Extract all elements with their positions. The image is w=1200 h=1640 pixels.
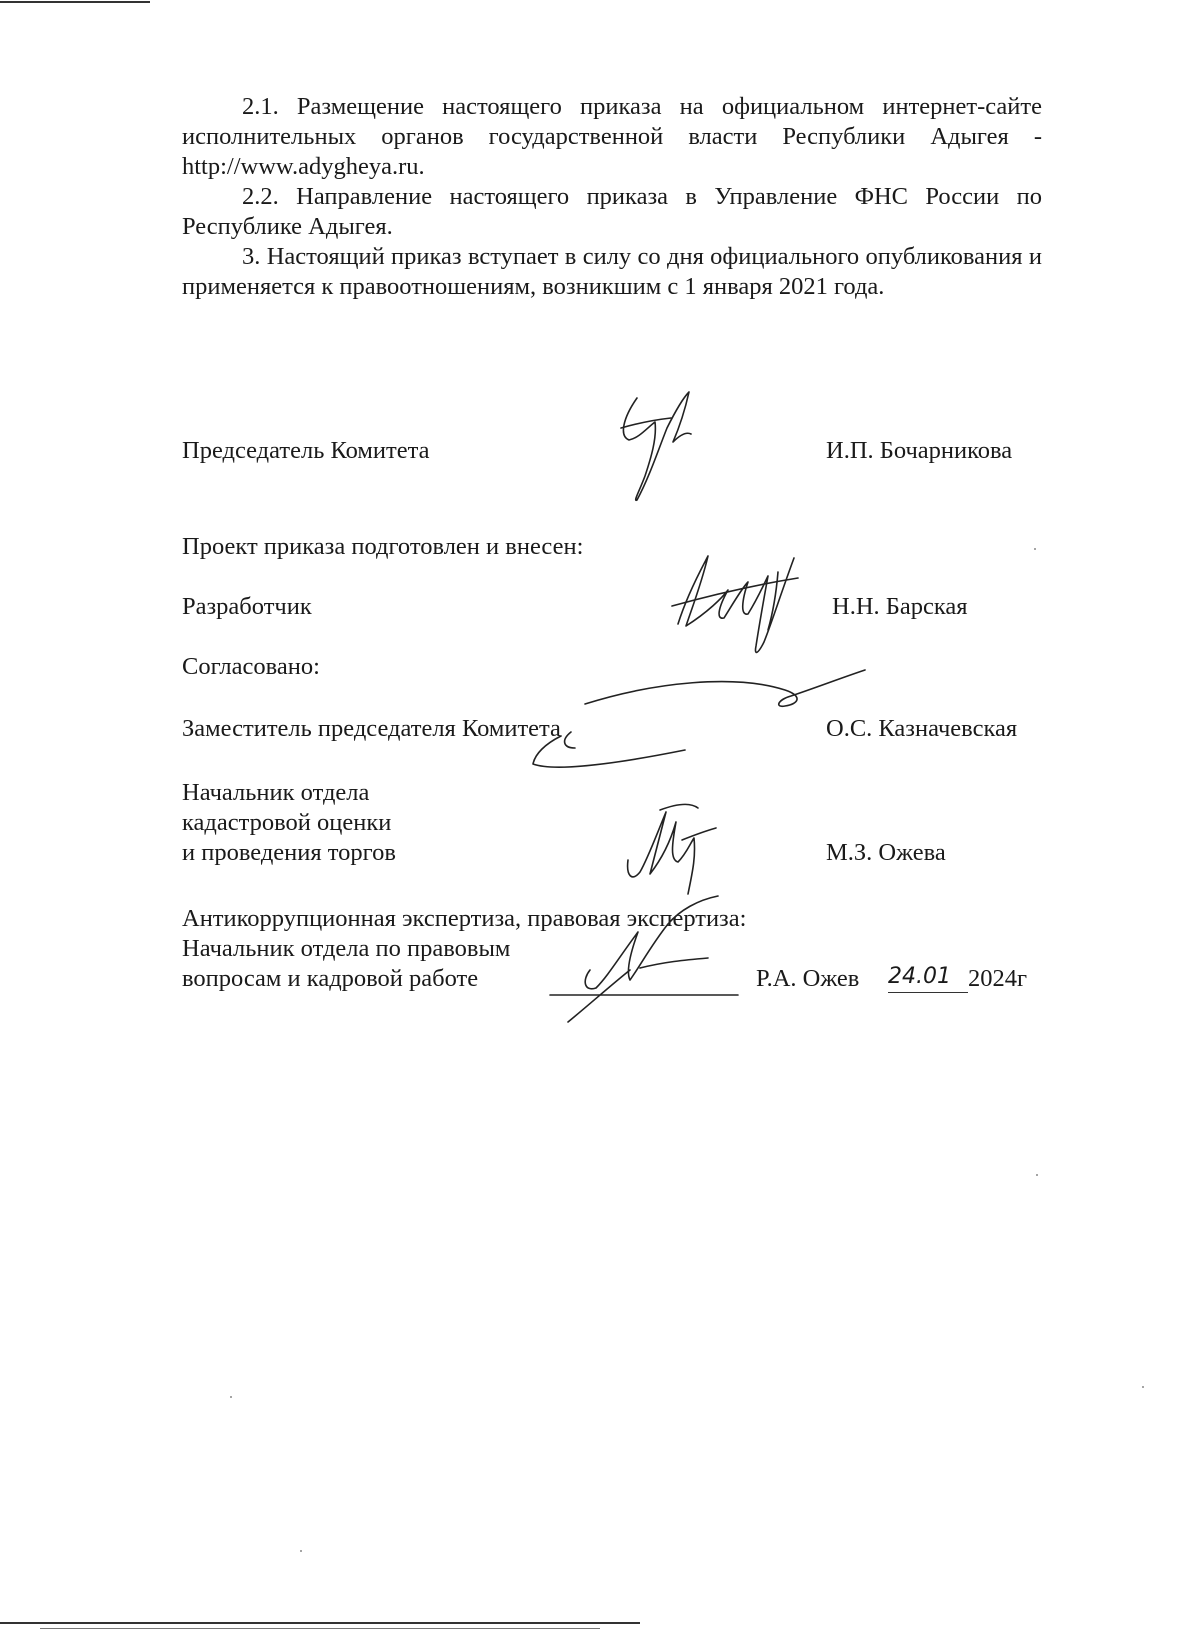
legal-handwritten-date: 24.01 bbox=[888, 964, 951, 989]
paragraph-2-1: 2.1. Размещение настоящего приказа на официальном интернет-сайте исполнительных органов государственной власти Республики Адыгея - http://www.adygheya.ru. bbox=[182, 93, 1042, 180]
bottom-scan-edge-2 bbox=[40, 1628, 600, 1629]
project-note: Проект приказа подготовлен и внесен: bbox=[182, 533, 584, 560]
deputy-signature bbox=[515, 664, 875, 784]
cadastral-role-line-2: кадастровой оценки bbox=[182, 809, 392, 836]
cadastral-name: М.З. Ожева bbox=[826, 839, 946, 866]
date-underline bbox=[888, 992, 968, 993]
chair-role: Председатель Комитета bbox=[182, 437, 430, 464]
deputy-role: Заместитель председателя Комитета bbox=[182, 715, 561, 742]
developer-role: Разработчик bbox=[182, 593, 312, 620]
scan-speckle bbox=[230, 1396, 232, 1398]
deputy-name: О.С. Казначевская bbox=[826, 715, 1018, 742]
legal-year: 2024г bbox=[968, 965, 1028, 992]
scan-speckle bbox=[1142, 1386, 1144, 1388]
paragraph-2-2: 2.2. Направление настоящего приказа в Управление ФНС России по Республике Адыгея. bbox=[182, 183, 1042, 240]
cadastral-signature bbox=[620, 800, 740, 900]
scan-speckle bbox=[300, 1550, 302, 1552]
developer-name: Н.Н. Барская bbox=[832, 593, 968, 620]
agreed-label: Согласовано: bbox=[182, 653, 320, 680]
scan-speckle bbox=[1036, 1174, 1038, 1176]
legal-name: Р.А. Ожев bbox=[756, 965, 860, 992]
developer-signature bbox=[668, 542, 818, 662]
cadastral-role-line-1: Начальник отдела bbox=[182, 779, 370, 806]
top-scan-edge bbox=[0, 1, 150, 3]
paragraph-3: 3. Настоящий приказ вступает в силу со дня официального опубликования и применяется к правоотношениям, возникшим с 1 января 2021 года. bbox=[182, 243, 1042, 300]
bottom-scan-edge bbox=[0, 1622, 640, 1624]
expertise-label: Антикоррупционная экспертиза, правовая экспертиза: bbox=[182, 905, 747, 932]
chair-name: И.П. Бочарникова bbox=[826, 437, 1013, 464]
legal-role-line-1: Начальник отдела по правовым bbox=[182, 935, 511, 962]
chair-signature bbox=[615, 388, 725, 508]
scan-speckle bbox=[1034, 548, 1036, 550]
legal-role-line-2: вопросам и кадровой работе bbox=[182, 965, 479, 992]
legal-signature bbox=[560, 900, 760, 1030]
cadastral-role-line-3: и проведения торгов bbox=[182, 839, 396, 866]
